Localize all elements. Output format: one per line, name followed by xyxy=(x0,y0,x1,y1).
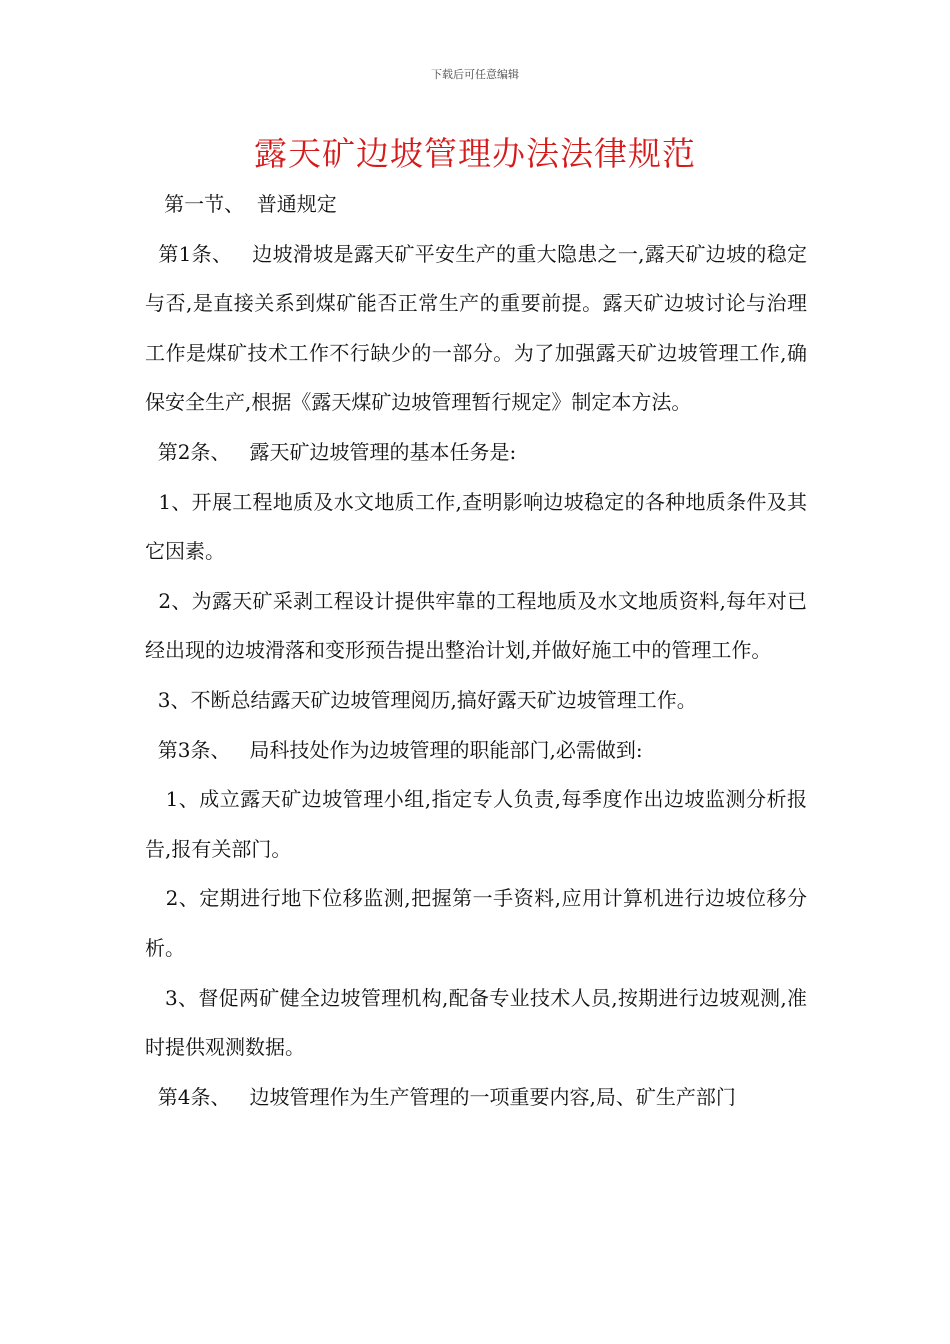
page-header-note: 下载后可任意编辑 xyxy=(431,68,519,81)
article-3-item-2: 2、定期进行地下位移监测,把握第一手资料,应用计算机进行边坡位移分析。 xyxy=(145,886,807,960)
article-4-paragraph: 第4条、 边坡管理作为生产管理的一项重要内容,局、矿生产部门 xyxy=(145,1084,736,1109)
document-title: 露天矿边坡管理办法法律规范 xyxy=(254,134,696,173)
article-3-item-3: 3、督促两矿健全边坡管理机构,配备专业技术人员,按期进行边坡观测,准时提供观测数据。 xyxy=(145,985,807,1060)
document-body xyxy=(145,180,807,1122)
article-2-item-1: 1、开展工程地质及水文地质工作,查明影响边坡稳定的各种地质条件及其它因素。 xyxy=(145,489,807,564)
article-2-item-2: 2、为露天矿采剥工程设计提供牢靠的工程地质及水文地质资料,每年对已经出现的边坡滑落和变形预告提出整治计划,并做好施工中的管理工作。 xyxy=(145,588,807,663)
article-3-item-1: 1、成立露天矿边坡管理小组,指定专人负责,每季度作出边坡监测分析报告,报有关部门。 xyxy=(145,787,807,861)
article-1-paragraph: 第1条、 边坡滑坡是露天矿平安生产的重大隐患之一,露天矿边坡的稳定与否,是直接关系到煤矿能否正常生产的重要前提。露天矿边坡讨论与治理工作是煤矿技术工作不行缺少的一部分。为了加强露天矿边坡管理工作,确保安全生产,根据《露天煤矿边坡管理暂行规定》制定本方法。 xyxy=(145,241,808,415)
article-2-paragraph: 第2条、 露天矿边坡管理的基本任务是: xyxy=(145,439,517,464)
section-heading: 第一节、 普通规定 xyxy=(145,192,337,216)
article-3-paragraph: 第3条、 局科技处作为边坡管理的职能部门,必需做到: xyxy=(145,737,643,762)
article-2-item-3: 3、不断总结露天矿边坡管理阅历,搞好露天矿边坡管理工作。 xyxy=(145,687,697,712)
